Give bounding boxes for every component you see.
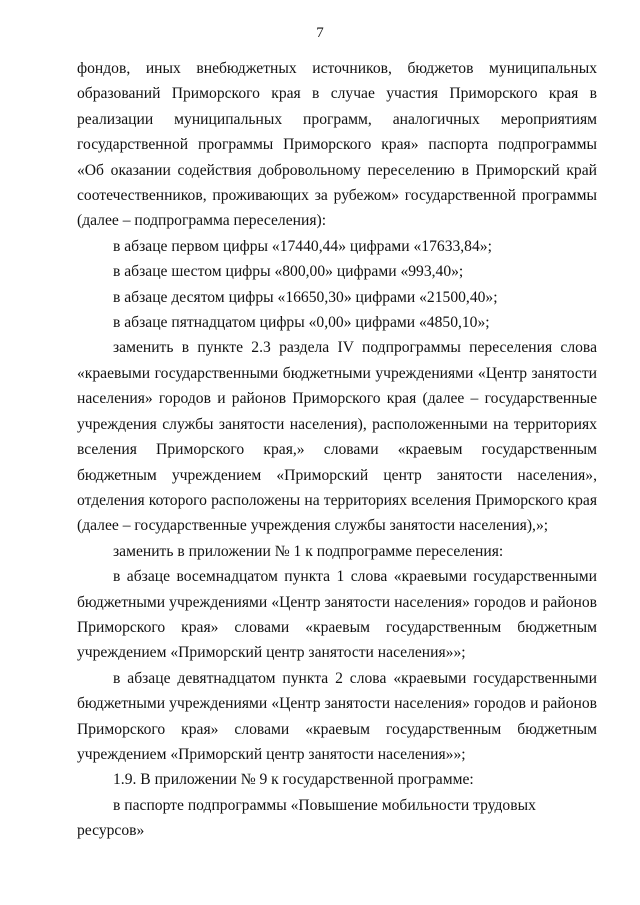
paragraph-item: заменить в приложении № 1 к подпрограмме переселения: xyxy=(113,542,504,560)
paragraph-continuation: фондов, иных внебюджетных источников, бюджетов муниципальных образований Приморского края в случае участия Приморского края в реализации муниципальных программ, аналогичных мероприятиям государственной программы Приморского края» паспорта подпрограммы «Об оказании содействия добровольному переселению в Приморский край соотечественников, проживающих за рубежом» государственной программы (далее – подпрограмма переселения): xyxy=(77,60,597,230)
paragraph-item: в абзаце десятом цифры «16650,30» цифрами «21500,40»; xyxy=(113,288,498,306)
section-heading: 1.9. В приложении № 9 к государственной программе: xyxy=(113,771,474,789)
document-body xyxy=(77,56,597,844)
paragraph-item: в абзаце пятнадцатом цифры «0,00» цифрами «4850,10»; xyxy=(113,314,490,332)
paragraph-item: в абзаце шестом цифры «800,00» цифрами «993,40»; xyxy=(113,263,464,281)
page-number: 7 xyxy=(316,25,324,41)
paragraph: заменить в пункте 2.3 раздела IV подпрограммы переселения слова «краевыми государственными бюджетными учреждениями «Центр занятости населения» городов и районов Приморского края (далее – государственные учреждения службы занятости населения), расположенными на территориях вселения Приморского края,» словами «краевым государственным бюджетным учреждением «Приморский центр занятости населения», отделения которого расположены на территориях вселения Приморского края (далее – государственные учреждения службы занятости населения),»; xyxy=(77,339,597,535)
paragraph-item: в абзаце первом цифры «17440,44» цифрами «17633,84»; xyxy=(113,237,492,255)
paragraph-item: в паспорте подпрограммы «Повышение мобильности трудовых ресурсов» xyxy=(77,796,536,840)
paragraph: в абзаце девятнадцатом пункта 2 слова «краевыми государственными бюджетными учреждениями «Центр занятости населения» городов и районов Приморского края» словами «краевым государственным бюджетным учреждением «Приморский центр занятости населения»»; xyxy=(77,669,597,763)
paragraph: в абзаце восемнадцатом пункта 1 слова «краевыми государственными бюджетными учреждениями «Центр занятости населения» городов и районов Приморского края» словами «краевым государственным бюджетным учреждением «Приморский центр занятости населения»»; xyxy=(77,568,597,662)
